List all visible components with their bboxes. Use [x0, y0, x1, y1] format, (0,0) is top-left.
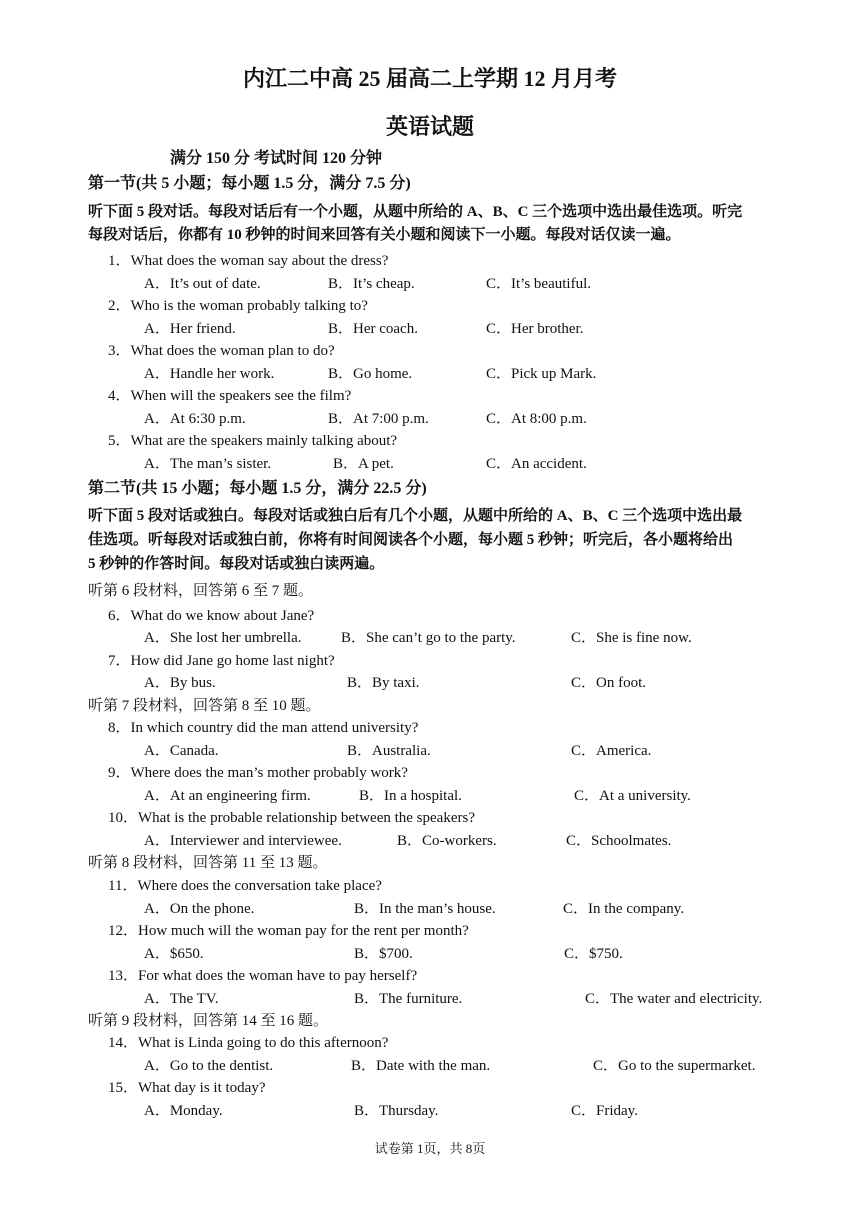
option-a: A．The man’s sister. — [144, 456, 272, 472]
section2-instruction-line: 听下面 5 段对话或独白。每段对话或独白后有几个小题，从题中所给的 A、B、C 三个选项中选出最 — [88, 508, 743, 524]
option-b: B．Thursday. — [354, 1103, 439, 1119]
question-number: 8． — [108, 720, 131, 736]
option-a: A．Canada. — [144, 743, 219, 759]
option-a: A．Go to the dentist. — [144, 1058, 274, 1074]
option-b: B．She can’t go to the party. — [341, 630, 516, 646]
question-text: What are the speakers mainly talking about? — [130, 433, 398, 449]
exam-title: 内江二中高 25 届高二上学期 12 月月考 — [242, 66, 617, 91]
question-number: 14． — [108, 1035, 139, 1051]
exam-info: 满分 150 分 考试时间 120 分钟 — [170, 150, 383, 167]
question-2 — [108, 294, 368, 315]
question-text: What day is it today? — [138, 1080, 266, 1096]
option-b: B．$700. — [354, 946, 413, 962]
option-b: B．In the man’s house. — [354, 901, 496, 917]
section1-heading: 第一节(共 5 小题；每小题 1.5 分，满分 7.5 分) — [88, 175, 411, 192]
option-c: C．On foot. — [571, 675, 647, 691]
option-c: C．America. — [571, 743, 652, 759]
option-a: A．$650. — [144, 946, 204, 962]
question-number: 11． — [108, 878, 138, 894]
page-footer: 试卷第 1页，共 8页 — [374, 1141, 486, 1156]
question-text: For what does the woman have to pay herself? — [138, 968, 418, 984]
material-heading: 听第 6 段材料，回答第 6 至 7 题。 — [88, 583, 314, 599]
option-c: C．Pick up Mark. — [486, 366, 597, 382]
question-number: 5． — [108, 433, 131, 449]
option-b: B．The furniture. — [354, 991, 463, 1007]
question-number: 9． — [108, 765, 131, 781]
option-b: B．In a hospital. — [359, 788, 462, 804]
option-b: B．Go home. — [328, 366, 413, 382]
question-11 — [108, 874, 382, 895]
question-5 — [108, 429, 397, 450]
question-number: 3． — [108, 343, 131, 359]
question-number: 6． — [108, 608, 131, 624]
option-b: B．Date with the man. — [351, 1058, 491, 1074]
option-c: C．At 8:00 p.m. — [486, 411, 587, 427]
question-text: What is Linda going to do this afternoon? — [138, 1035, 389, 1051]
question-text: How much will the woman pay for the rent per month? — [138, 923, 469, 939]
option-a: A．The TV. — [144, 991, 219, 1007]
option-b: B．By taxi. — [347, 675, 420, 691]
question-number: 1． — [108, 253, 131, 269]
question-8 — [108, 716, 418, 737]
option-b: B．Her coach. — [328, 321, 418, 337]
option-c: C．In the company. — [563, 901, 685, 917]
option-b: B．At 7:00 p.m. — [328, 411, 429, 427]
option-c: C．An accident. — [486, 456, 587, 472]
question-number: 10． — [108, 810, 139, 826]
question-14 — [108, 1031, 388, 1052]
option-c: C．It’s beautiful. — [486, 276, 591, 292]
material-heading: 听第 8 段材料，回答第 11 至 13 题。 — [88, 855, 328, 871]
option-c: C．Go to the supermarket. — [593, 1058, 756, 1074]
option-c: C．$750. — [564, 946, 623, 962]
option-a: A．It’s out of date. — [144, 276, 261, 292]
option-a: A．On the phone. — [144, 901, 255, 917]
option-b: B．A pet. — [333, 456, 394, 472]
option-a: A．Interviewer and interviewee. — [144, 833, 342, 849]
question-text: What does the woman say about the dress? — [130, 253, 389, 269]
question-7 — [108, 649, 335, 670]
option-a: A．By bus. — [144, 675, 216, 691]
question-number: 13． — [108, 968, 139, 984]
section2-instruction-line: 佳选项。听每段对话或独白前，你将有时间阅读各个小题，每小题 5 秒钟；听完后，各小题将给出 — [88, 532, 734, 548]
question-text: Where does the conversation take place? — [137, 878, 382, 894]
option-c: C．Friday. — [571, 1103, 638, 1119]
option-a: A．Monday. — [144, 1103, 223, 1119]
question-text: How did Jane go home last night? — [130, 653, 335, 669]
option-c: C．The water and electricity. — [585, 991, 763, 1007]
option-a: A．Handle her work. — [144, 366, 275, 382]
option-a: A．Her friend. — [144, 321, 236, 337]
question-number: 2． — [108, 298, 131, 314]
question-3 — [108, 339, 335, 360]
question-text: What does the woman plan to do? — [130, 343, 335, 359]
section1-instruction-line: 每段对话后，你都有 10 秒钟的时间来回答有关小题和阅读下一小题。每段对话仅读一遍。 — [88, 227, 681, 243]
question-text: When will the speakers see the film? — [130, 388, 352, 404]
question-number: 15． — [108, 1080, 139, 1096]
option-b: B．It’s cheap. — [328, 276, 415, 292]
question-number: 12． — [108, 923, 139, 939]
question-13 — [108, 964, 417, 985]
option-a: A．At 6:30 p.m. — [144, 411, 246, 427]
option-b: B．Co-workers. — [397, 833, 497, 849]
section1-instruction-line: 听下面 5 段对话。每段对话后有一个小题，从题中所给的 A、B、C 三个选项中选出最佳选项。听完 — [88, 204, 743, 220]
question-9 — [108, 761, 408, 782]
question-6 — [108, 604, 314, 625]
question-text: Who is the woman probably talking to? — [130, 298, 368, 314]
subject-title: 英语试题 — [385, 114, 474, 139]
option-c: C．Her brother. — [486, 321, 584, 337]
option-a: A．At an engineering firm. — [144, 788, 311, 804]
question-10 — [108, 806, 475, 827]
section2-instruction-line: 5 秒钟的作答时间。每段对话或独白读两遍。 — [88, 556, 385, 572]
option-a: A．She lost her umbrella. — [144, 630, 302, 646]
option-c: C．She is fine now. — [571, 630, 692, 646]
question-number: 7． — [108, 653, 131, 669]
question-text: Where does the man’s mother probably work? — [130, 765, 408, 781]
option-b: B．Australia. — [347, 743, 431, 759]
question-12 — [108, 919, 469, 940]
question-15 — [108, 1076, 265, 1097]
question-text: In which country did the man attend university? — [130, 720, 419, 736]
question-text: What is the probable relationship between the speakers? — [138, 810, 475, 826]
material-heading: 听第 9 段材料，回答第 14 至 16 题。 — [88, 1013, 329, 1029]
material-heading: 听第 7 段材料，回答第 8 至 10 题。 — [88, 698, 321, 714]
question-1 — [108, 249, 388, 270]
section2-heading: 第二节(共 15 小题；每小题 1.5 分，满分 22.5 分) — [88, 480, 427, 497]
question-text: What do we know about Jane? — [130, 608, 315, 624]
option-c: C．Schoolmates. — [566, 833, 672, 849]
question-4 — [108, 384, 351, 405]
question-number: 4． — [108, 388, 131, 404]
option-c: C．At a university. — [574, 788, 691, 804]
